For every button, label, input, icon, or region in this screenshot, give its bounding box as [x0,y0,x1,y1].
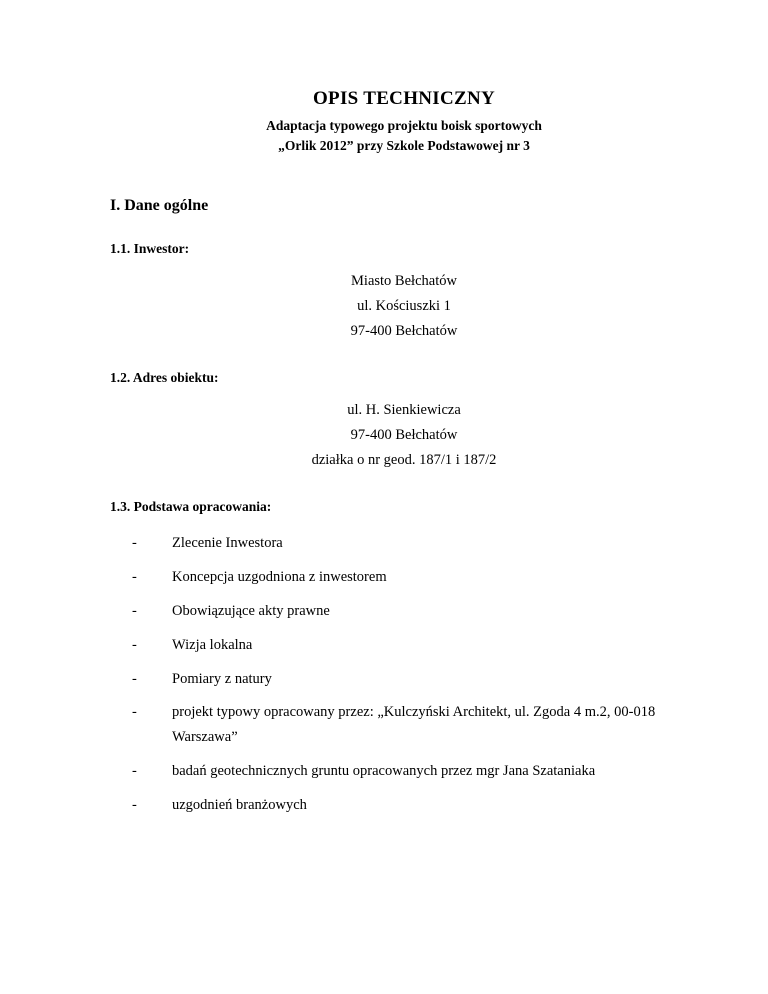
page-title: OPIS TECHNICZNY [312,88,496,109]
section-heading-dane-ogolne: I. Dane ogólne [110,197,209,215]
inwestor-line: Miasto Bełchatów [351,273,457,290]
bullet-marker-icon: - [132,568,137,585]
list-item-label: Koncepcja uzgodniona z inwestorem [172,568,387,585]
podstawa-opracowania-list [110,531,698,818]
list-item-label: Obowiązujące akty prawne [172,602,330,619]
inwestor-line: 97-400 Bełchatów [350,323,458,339]
list-item [110,793,698,818]
list-item-label: badań geotechnicznych gruntu opracowanych przez mgr Jana Szataniaka [172,763,596,780]
list-item [110,759,698,784]
inwestor-line: ul. Kościuszki 1 [357,298,451,315]
bullet-marker-icon: - [132,670,137,687]
document-subtitle [110,116,698,155]
adres-obiektu-block [110,398,698,473]
list-item-label: Wizja lokalna [172,636,253,653]
inwestor-address-block [110,269,698,344]
list-item [110,667,698,692]
list-item [110,700,698,750]
list-item-label: Zlecenie Inwestora [172,534,283,551]
list-item-label: uzgodnień branżowych [172,797,307,814]
bullet-marker-icon: - [132,636,137,653]
adres-obiektu-line: działka o nr geod. 187/1 i 187/2 [311,451,497,468]
subtitle-line-2: „Orlik 2012” przy Szkole Podstawowej nr 3 [278,137,530,153]
adres-obiektu-line: ul. H. Sienkiewicza [347,401,461,418]
list-item [110,633,698,658]
list-item [110,531,698,556]
bullet-marker-icon: - [132,763,137,780]
list-item [110,599,698,624]
subsection-heading-podstawa-opracowania: 1.3. Podstawa opracowania: [110,498,272,514]
list-item-label: Pomiary z natury [172,670,272,687]
adres-obiektu-line: 97-400 Bełchatów [350,426,458,443]
bullet-marker-icon: - [132,797,137,814]
subtitle-line-1: Adaptacja typowego projektu boisk sportowych [266,118,542,133]
bullet-marker-icon: - [132,534,137,551]
bullet-marker-icon: - [132,704,137,721]
bullet-marker-icon: - [132,602,137,619]
list-item [110,565,698,590]
subsection-heading-inwestor: 1.1. Inwestor: [110,241,190,257]
list-item-label: projekt typowy opracowany przez: „Kulczyński Architekt, ul. Zgoda 4 m.2, 00-018 Warszawa” [172,704,656,746]
subsection-heading-adres-obiektu: 1.2. Adres obiektu: [110,369,219,385]
